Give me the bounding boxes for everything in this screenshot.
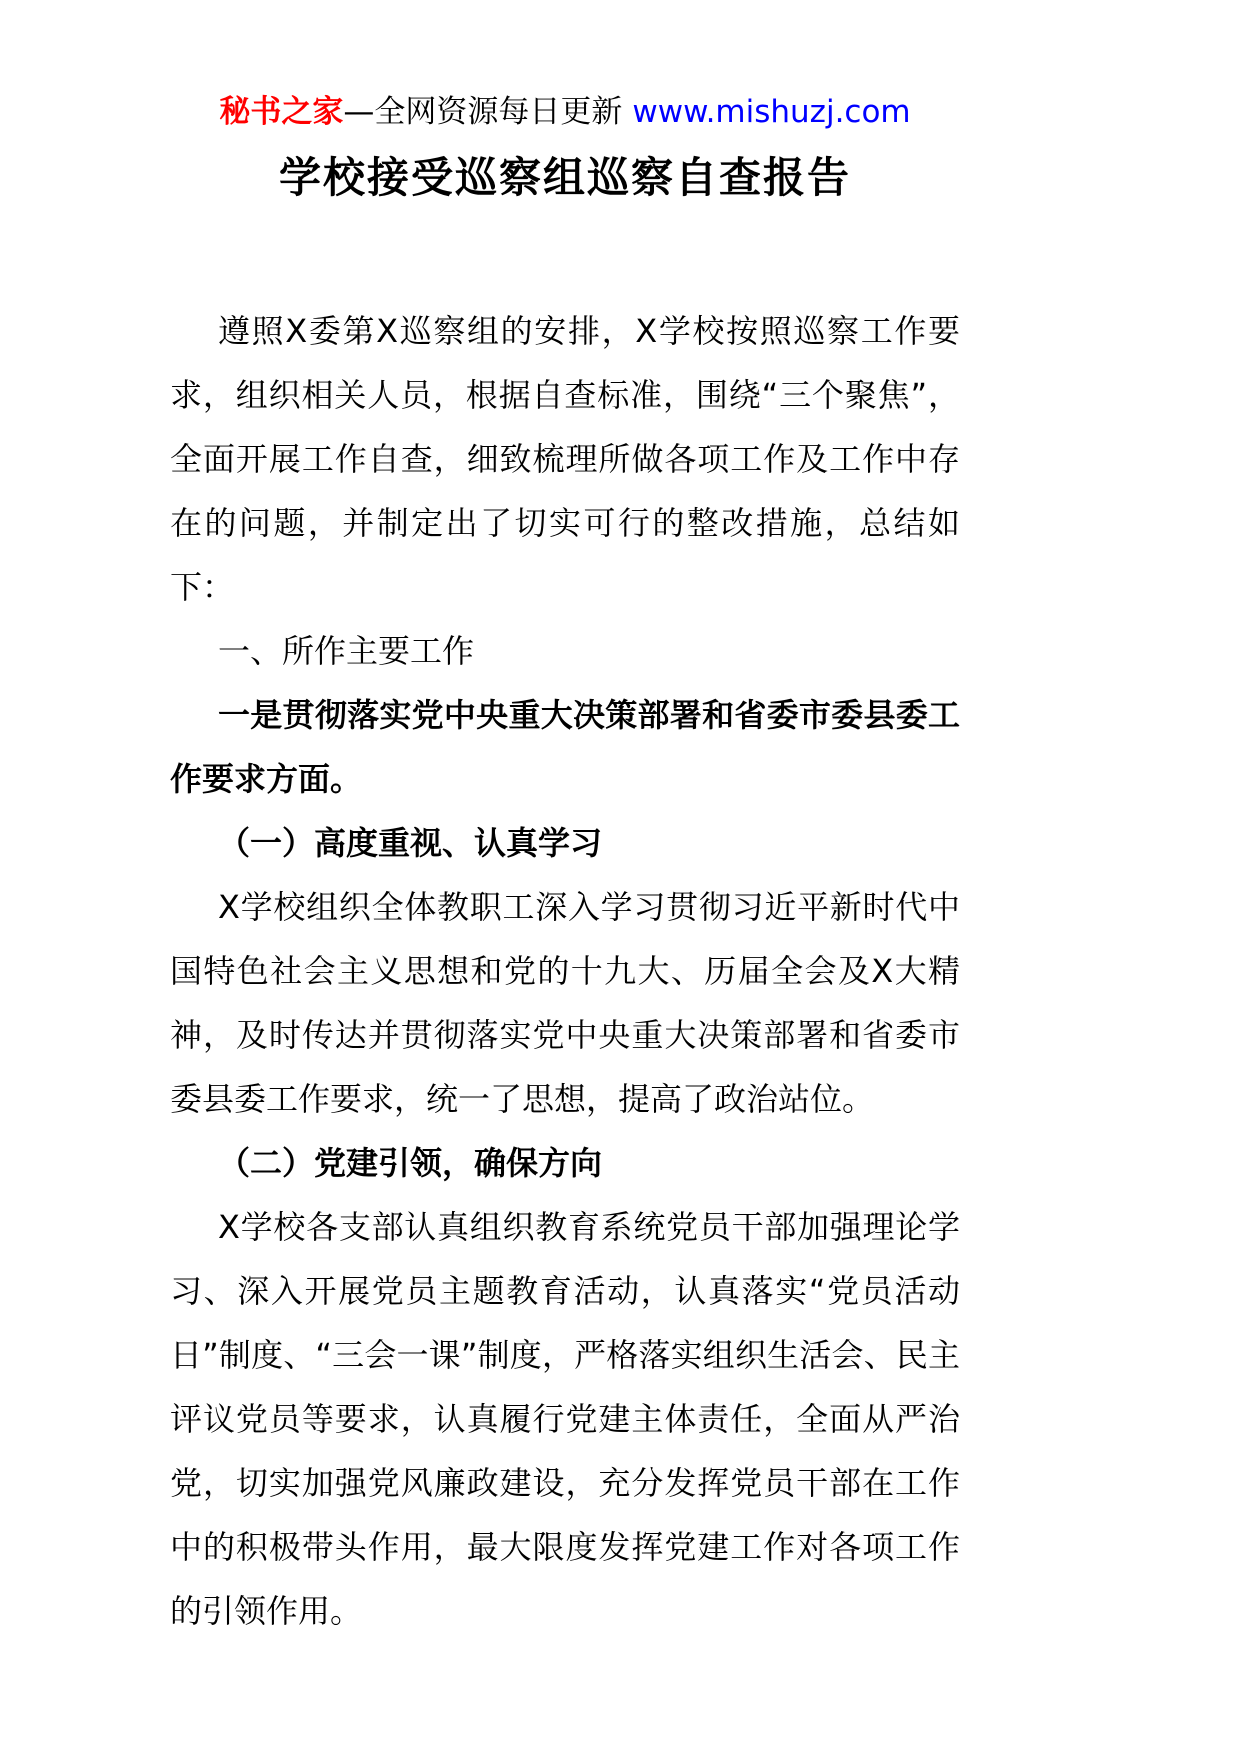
subsection-heading-2: （二）党建引领，确保方向 [218, 1144, 603, 1182]
document-body [170, 299, 960, 1643]
paragraph-study: X学校组织全体教职工深入学习贯彻习近平新时代中国特色社会主义思想和党的十九大、历届全会及X大精神，及时传达并贯彻落实党中央重大决策部署和省委市委县委工作要求，统一了思想，提高了政治站位。 [170, 888, 960, 1118]
paragraph-point-one: 一是贯彻落实党中央重大决策部署和省委市委县委工作要求方面。 [170, 696, 960, 798]
document-title: 学校接受巡察组巡察自查报告 [278, 153, 851, 202]
subsection-heading-1: （一）高度重视、认真学习 [218, 824, 603, 862]
header-tagline: —全网资源每日更新 [343, 94, 623, 130]
paragraph-intro: 遵照X委第X巡察组的安排，X学校按照巡察工作要求，组织相关人员，根据自查标准，围绕“三个聚焦”，全面开展工作自查，细致梳理所做各项工作及工作中存在的问题，并制定出了切实可行的整改措施，总结如下： [170, 312, 960, 606]
document-content [170, 90, 960, 1643]
website-link[interactable]: www.mishuzj.com [632, 94, 911, 130]
paragraph-party-building: X学校各支部认真组织教育系统党员干部加强理论学习、深入开展党员主题教育活动，认真落实“党员活动日”制度、“三会一课”制度，严格落实组织生活会、民主评议党员等要求，认真履行党建主体责任，全面从严治党，切实加强党风廉政建设，充分发挥党员干部在工作中的积极带头作用，最大限度发挥党建工作对各项工作的引领作用。 [170, 1208, 960, 1630]
section-heading-main-work: 一、所作主要工作 [218, 632, 475, 670]
brand-name: 秘书之家 [219, 94, 344, 130]
document-header [170, 90, 960, 135]
